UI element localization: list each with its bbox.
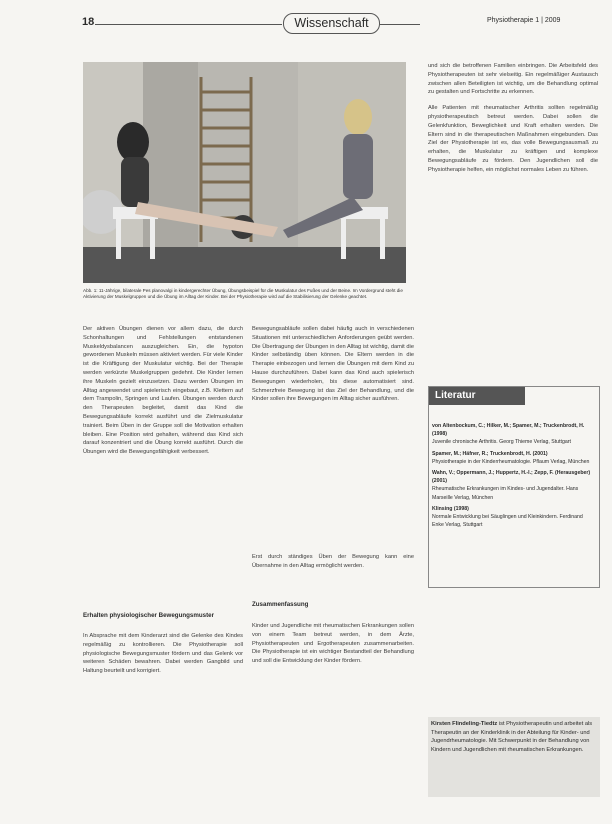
literature-authors: Klinsing (1998): [432, 505, 469, 512]
literature-authors: Wahn, V.; Oppermann, J.; Huppertz, H.-I.; Zepp, F. (Herausgeber) (2001): [432, 470, 591, 485]
paragraph: Kinder und Jugendliche mit rheumatischen Erkrankungen sollen von einem Team betreut werden, in dem Ärzte, Physiotherapeuten und Ergotherapeuten zusammenarbeiten. Die Physiotherapie ist ein wichtiger Bestandteil der Behandlung und soll die Entwicklung der Kinder fördern.: [252, 623, 414, 665]
column-middle-part2: [252, 553, 414, 578]
author-bio: ist Physiotherapeutin und arbeitet als Therapeutin an der Kinderklinik in der Abteilung für Kinder- und Jugendrheumatologie. Mit Schwerpunkt in der Behandlung von Kindern und Jugendlichen mit rheumatischen Erkrankungen.: [431, 721, 593, 753]
column-right: [428, 62, 598, 182]
literature-list: [432, 422, 592, 532]
journal-reference: Physiotherapie 1 | 2009: [487, 17, 561, 24]
page-number: 18: [82, 16, 95, 28]
subheading-middle: Zusammenfassung: [252, 601, 309, 608]
literature-title-text: Rheumatische Erkrankungen im Kindes- und Jugendalter. Hans Marseille Verlag, München: [432, 486, 579, 501]
literature-item: [432, 450, 592, 466]
literature-item: [432, 469, 592, 502]
column-left-continued: [83, 632, 243, 683]
literature-title-text: Juvenile chronische Arthritis. Georg Thieme Verlag, Stuttgart: [432, 439, 571, 446]
literature-title: Literatur: [429, 387, 525, 405]
column-left: [83, 325, 243, 464]
header-rule-right: [380, 24, 420, 25]
literature-item: [432, 505, 592, 530]
author-name: Kirsten Flindeling-Tiedtz: [431, 721, 498, 727]
subheading-left: Erhalten physiologischer Bewegungsmuster: [83, 612, 214, 619]
paragraph: Alle Patienten mit rheumatischer Arthritis sollten regelmäßig physiotherapeutisch betreut werden. Dabei sollen die Gelenkfunktion, Beweglichkeit und Kraft erhalten werden. Die Eltern sind in die therapeutischen Maßnahmen eingebunden. Das Ziel der Physiotherapie ist es, das volle Bewegungsausmaß zu erhalten, die Muskulatur zu kräftigen und komplexe Bewegungsabläufe zu fördern. Den Jugendlichen soll die Physiotherapie helfen, ein möglichst normales Leben zu führen.: [428, 105, 598, 173]
paragraph: Bewegungsabläufe sollen dabei häufig auch in verschiedenen Situationen mit unterschiedlichen Anforderungen geübt werden. Die Übertragung der Übungen in den Alltag ist wichtig, damit die Kinder selbständig üben können. Die Eltern werden in die Therapie einbezogen und lernen die Übungen mit dem Kind zu Hause durchzuführen. Dabei kann das Kind auch spielerisch Bewegungen wiederholen, bis diese automatisiert sind. Schmerzfreie Bewegung ist das Ziel der Behandlung, und die Kinder sollen ihre Bewegungen im Alltag sicher ausführen.: [252, 326, 414, 403]
paragraph: In Absprache mit dem Kinderarzt sind die Gelenke des Kindes regelmäßig zu kontrollieren. Die Physiotherapie soll physiologische Bewegungsmuster fördern und das Gelenk vor weiteren Schäden bewahren. Dabei werden Gangbild und Haltung beurteilt und korrigiert.: [83, 633, 243, 675]
literature-authors: von Altenbockum, C.; Hilker, M.; Spamer, M.; Truckenbrodt, H. (1998): [432, 423, 585, 438]
therapy-photo-illustration: [83, 62, 406, 283]
paragraph: Erst durch ständiges Üben der Bewegung kann eine Übernahme in den Alltag ermöglicht werden.: [252, 554, 414, 569]
literature-title-text: Normale Entwicklung bei Säuglingen und Kleinkindern. Ferdinand Enke Verlag, Stuttgart: [432, 514, 583, 529]
literature-authors: Spamer, M.; Häfner, R.; Truckenbrodt, H. (2001): [432, 450, 548, 457]
therapy-photo: [83, 62, 406, 283]
author-box: [428, 717, 600, 797]
section-label: Wissenschaft: [283, 13, 380, 34]
literature-item: [432, 422, 592, 447]
literature-title-text: Physiotherapie in der Kinderrheumatologie. Pflaum Verlag, München: [432, 458, 590, 465]
column-middle: [252, 325, 414, 411]
paragraph: Der aktiven Übungen dienen vor allem dazu, die durch Schonhaltungen und Fehlstellungen entstandenen Muskeldysbalancen auszugleichen. Ein, die hypoton gewordenen Muskeln müssen aktiviert werden. Für viele Kinder ist die Kräftigung der Muskulatur wichtig. Bei der Therapie werden verkürzte Muskelgruppen gedehnt. Die Kinder lernen ihre Muskeln gezielt einzusetzen. Dazu werden Übungen im Alltag angewendet und spielerisch eingebaut, z.B. Klettern auf dem Trampolin, Springen und Laufen. Übungen werden durch den Therapeuten begleitet, damit das Kind die Bewegungsabläufe korrekt ausführt und die Zielmuskulatur trainiert. Beim Üben in der Gruppe soll die Motivation erhalten bleiben. Eine Position wird gehalten, während das Kind sich darauf konzentriert und die Übung korrekt ausführt. Durch die Übungen wird die Bewegungsfähigkeit verbessert.: [83, 326, 243, 456]
column-middle-part3: [252, 622, 414, 673]
paragraph: und sich die betroffenen Familien einbringen. Die Arbeitsfeld des Physiotherapeuten ist sehr vielseitig. Ein regelmäßiger Austausch zwischen allen Beteiligten ist wichtig, um die Behandlung optimal zu gestalten und Fortschritte zu erkennen.: [428, 63, 598, 96]
figure-caption: Abb. 1: 11-Jährige, bilaterale Pes planovalgi in kindergerechter Übung, Übungsbeispiel für die Muskulatur des Fußes und der Beine. Im Vordergrund steht die Aktivierung der Muskelgruppen und die Übung im Alltag der Kinder. Bei der Physiotherapie wird auf die Stabilisierung der Gelenke geachtet.: [83, 288, 403, 300]
header-rule-left: [95, 24, 282, 25]
